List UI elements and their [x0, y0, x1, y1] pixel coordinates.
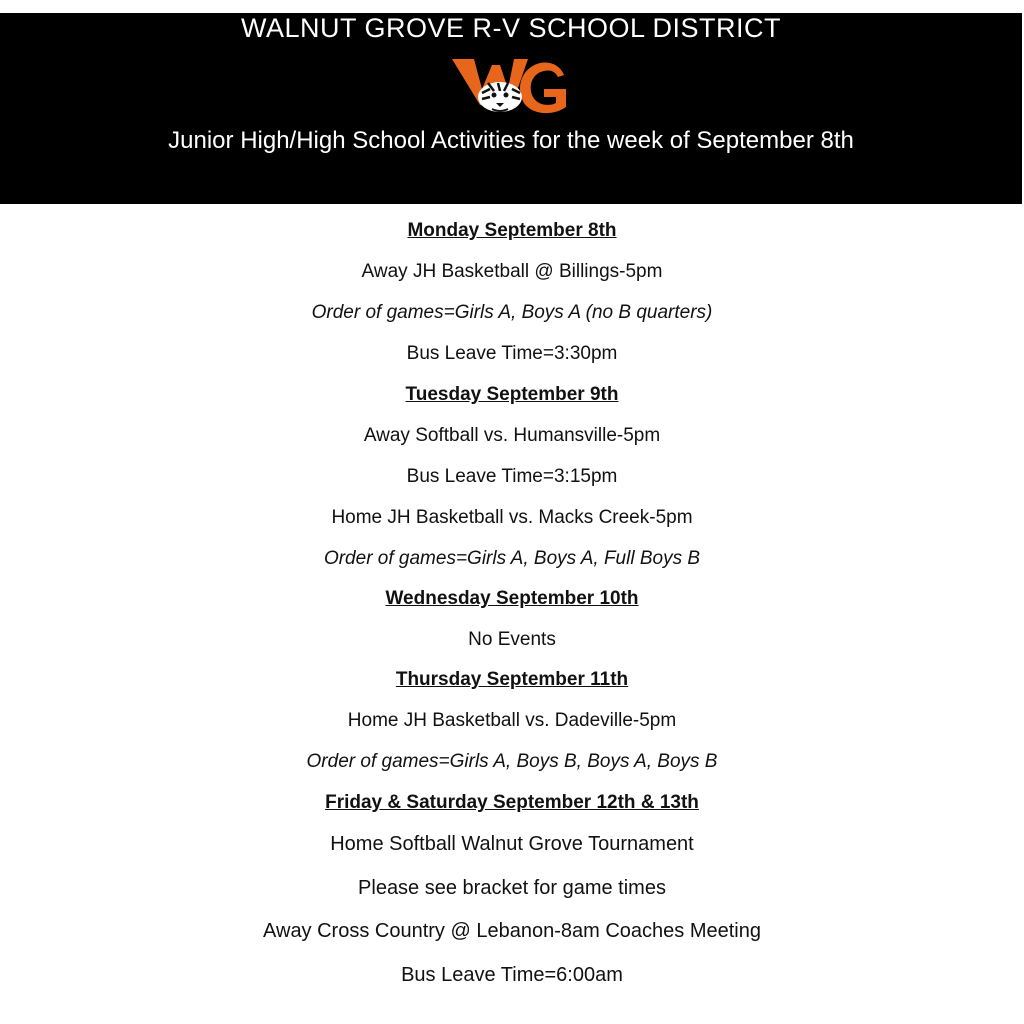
event-tuesday-softball: Away Softball vs. Humansville-5pm	[363, 425, 661, 446]
note-monday-order: Order of games=Girls A, Boys A (no B quarters)	[311, 302, 713, 323]
header-banner	[0, 13, 1022, 204]
bus-time-tuesday: Bus Leave Time=3:15pm	[406, 466, 618, 487]
tiger-icon	[478, 82, 522, 112]
day-heading-monday: Monday September 8th	[407, 220, 617, 241]
bus-time-weekend: Bus Leave Time=6:00am	[401, 964, 623, 986]
event-weekend-cross-country: Away Cross Country @ Lebanon-8am Coaches Meeting	[263, 920, 761, 942]
logo-letter-g	[520, 63, 566, 114]
page-subtitle: Junior High/High School Activities for the week of September 8th	[168, 127, 854, 154]
day-heading-tuesday: Tuesday September 9th	[405, 384, 619, 405]
event-weekend-softball-tournament: Home Softball Walnut Grove Tournament	[330, 833, 694, 855]
note-thursday-order: Order of games=Girls A, Boys B, Boys A, Boys B	[306, 751, 718, 772]
district-name: WALNUT GROVE R-V SCHOOL DISTRICT	[240, 13, 782, 43]
note-tuesday-order: Order of games=Girls A, Boys A, Full Boys B	[323, 548, 701, 569]
event-thursday-basketball: Home JH Basketball vs. Dadeville-5pm	[347, 710, 677, 731]
day-heading-wednesday: Wednesday September 10th	[385, 588, 639, 609]
bus-time-monday: Bus Leave Time=3:30pm	[406, 343, 618, 364]
event-monday-basketball: Away JH Basketball @ Billings-5pm	[361, 261, 663, 282]
day-heading-thursday: Thursday September 11th	[395, 669, 629, 690]
walnut-grove-tiger-logo	[452, 53, 570, 119]
day-heading-friday-saturday: Friday & Saturday September 12th & 13th	[325, 792, 699, 813]
note-weekend-bracket: Please see bracket for game times	[358, 877, 666, 899]
event-tuesday-basketball: Home JH Basketball vs. Macks Creek-5pm	[331, 507, 693, 528]
event-wednesday-none: No Events	[468, 629, 556, 650]
